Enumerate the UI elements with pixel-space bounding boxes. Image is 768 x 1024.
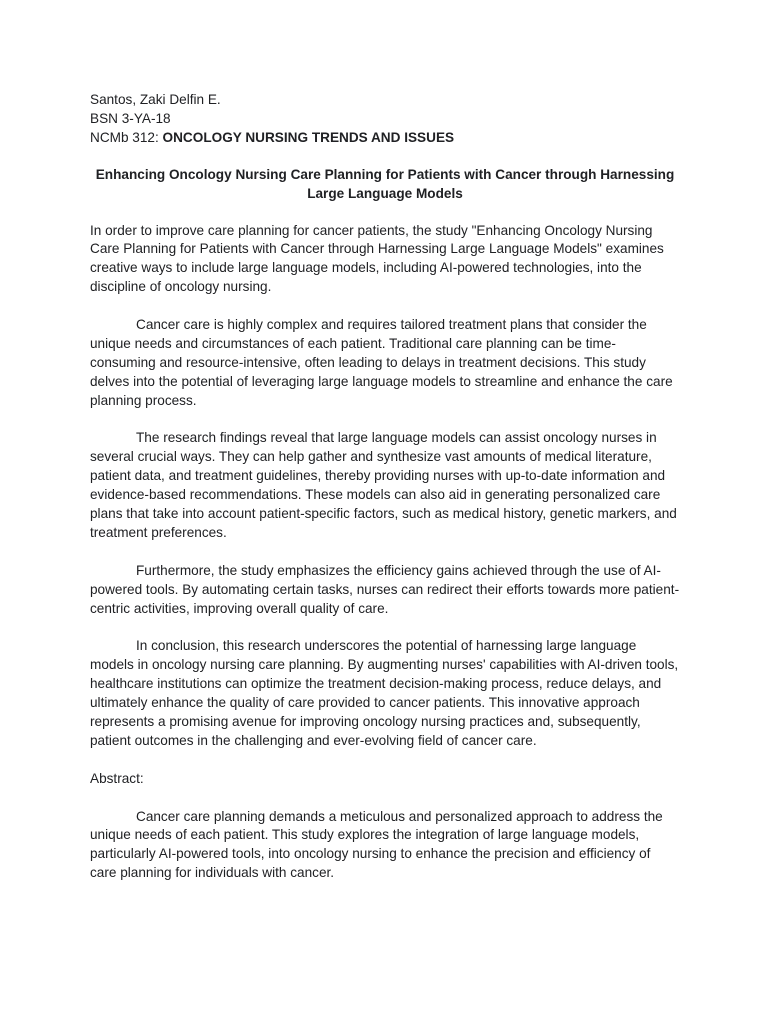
abstract-paragraph: Cancer care planning demands a meticulous and personalized approach to address the unique needs of each patient. This study explores the integration of large language models, particularly AI-powered tools, into oncology nursing to enhance the precision and efficiency of care planning for individuals with cancer. <box>90 808 663 881</box>
course-title: ONCOLOGY NURSING TRENDS AND ISSUES <box>162 129 455 145</box>
document-page <box>90 91 680 902</box>
body-paragraph: Furthermore, the study emphasizes the efficiency gains achieved through the use of AI-powered tools. By automating certain tasks, nurses can redirect their efforts towards more patient-centric activities, improving overall quality of care. <box>90 562 680 616</box>
body-paragraph: Cancer care is highly complex and requires tailored treatment plans that consider the unique needs and circumstances of each patient. Traditional care planning can be time-consuming and resource-intensive, often leading to delays in treatment decisions. This study delves into the potential of leveraging large language models to streamline and enhance the care planning process. <box>90 317 673 408</box>
course-code: NCMb 312: <box>90 129 163 145</box>
course-line <box>90 129 680 148</box>
abstract-heading: Abstract: <box>90 770 144 786</box>
intro-paragraph: In order to improve care planning for cancer patients, the study "Enhancing Oncology Nursing Care Planning for Patients with Cancer through Harnessing Large Language Models" examines creative ways to include large language models, including AI-powered technologies, into the discipline of oncology nursing. <box>90 222 664 295</box>
conclusion-paragraph: In conclusion, this research underscores the potential of harnessing large language models in oncology nursing care planning. By augmenting nurses' capabilities with AI-driven tools, healthcare institutions can optimize the treatment decision-making process, reduce delays, and ultimately enhance the quality of care provided to cancer patients. This innovative approach represents a promising avenue for improving oncology nursing practices and, subsequently, patient outcomes in the challenging and ever-evolving field of cancer care. <box>90 638 679 748</box>
section-code: BSN 3-YA-18 <box>90 110 171 126</box>
document-title: Enhancing Oncology Nursing Care Planning for Patients with Cancer through Harnessing Large Language Models <box>95 166 675 201</box>
body-paragraph: The research findings reveal that large language models can assist oncology nurses in several crucial ways. They can help gather and synthesize vast amounts of medical literature, patient data, and treatment guidelines, thereby providing nurses with up-to-date information and evidence-based recommendations. These models can also aid in generating personalized care plans that take into account patient-specific factors, such as medical history, genetic markers, and treatment preferences. <box>90 430 677 540</box>
author-name: Santos, Zaki Delfin E. <box>90 92 221 107</box>
